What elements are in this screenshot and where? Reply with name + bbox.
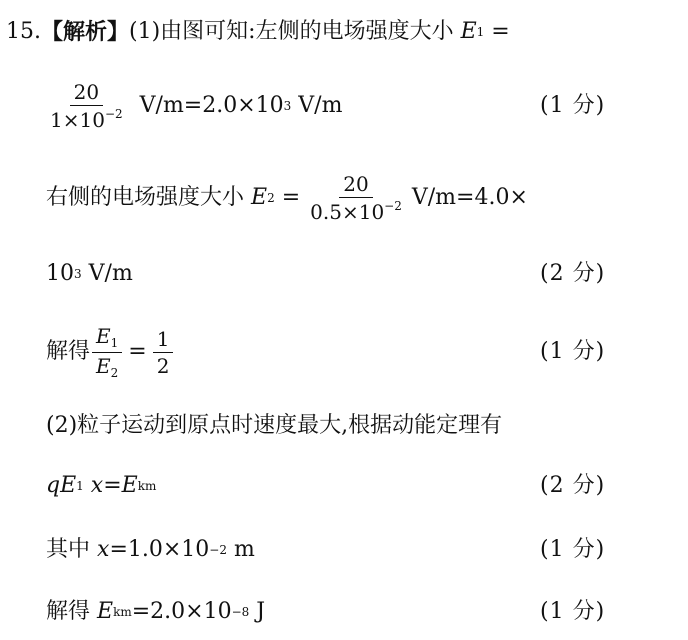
fraction-e1-den-exp: −2 bbox=[104, 107, 123, 121]
line-3-content bbox=[46, 172, 528, 224]
right-field-text: 右侧的电场强度大小 bbox=[46, 185, 245, 210]
line-7 bbox=[0, 464, 688, 508]
line-2 bbox=[0, 80, 688, 132]
final-exp: −8 bbox=[231, 605, 250, 619]
line-6-content bbox=[46, 404, 502, 448]
part2-text: (2)粒子运动到原点时速度最大,根据动能定理有 bbox=[46, 413, 503, 438]
fraction-e2-den-exp: −2 bbox=[384, 199, 402, 213]
fraction-e1-numerator: 20 bbox=[70, 80, 103, 106]
line-2-content bbox=[46, 80, 343, 132]
part1-intro: (1)由图可知:左侧的电场强度大小 bbox=[129, 19, 454, 44]
line3-tail: V/m=4.0× bbox=[411, 185, 528, 210]
eq-x: x bbox=[90, 473, 104, 498]
ratio-numerator bbox=[92, 324, 122, 352]
e2-symbol: E bbox=[251, 185, 268, 210]
line4-unit: V/m bbox=[88, 261, 133, 286]
line2-result-b: V/m bbox=[298, 93, 343, 118]
line-9 bbox=[0, 590, 688, 634]
line2-result-a: V/m=2.0×10 bbox=[139, 93, 284, 118]
where-label: 其中 bbox=[46, 537, 91, 562]
where-unit: m bbox=[234, 537, 255, 562]
score-line-7: (2 分) bbox=[540, 473, 606, 498]
eq-qE: qE bbox=[46, 473, 77, 498]
ratio-value-fraction bbox=[153, 327, 174, 378]
where-exp: −2 bbox=[209, 543, 227, 557]
equals-sign: = bbox=[491, 19, 510, 44]
ratio-den-sub: 2 bbox=[110, 365, 119, 380]
ratio-label: 解得 bbox=[46, 339, 91, 364]
line-1 bbox=[0, 10, 688, 54]
ratio-fraction bbox=[92, 324, 122, 380]
ratio-num-sym: E bbox=[96, 324, 111, 349]
line-8-content bbox=[46, 528, 255, 572]
line-4 bbox=[0, 252, 688, 296]
line-9-content bbox=[46, 590, 265, 634]
final-unit: J bbox=[256, 599, 266, 624]
score-line-5: (1 分) bbox=[540, 339, 606, 364]
equals-sign-3: = bbox=[128, 339, 147, 364]
line-7-content bbox=[46, 464, 156, 508]
equals-sign-2: = bbox=[281, 185, 301, 210]
final-E: E bbox=[97, 599, 114, 624]
fraction-e1-denominator bbox=[46, 106, 127, 132]
line-8 bbox=[0, 528, 688, 572]
analysis-tag: 【解析】 bbox=[41, 19, 130, 45]
line-1-content bbox=[6, 10, 510, 54]
line-5 bbox=[0, 324, 688, 380]
score-line-2: (1 分) bbox=[540, 93, 606, 118]
line-4-content bbox=[46, 252, 133, 296]
ratio-den-sym: E bbox=[96, 353, 111, 378]
ratio-value-den: 2 bbox=[156, 353, 170, 378]
final-value: =2.0×10 bbox=[131, 599, 232, 624]
e1-sub: 1 bbox=[476, 25, 485, 39]
where-x: x bbox=[97, 537, 110, 562]
fraction-e1-den-base: 1×10 bbox=[50, 108, 105, 132]
ratio-denominator bbox=[92, 353, 122, 380]
fraction-e2-den-base: 0.5×10 bbox=[310, 200, 385, 224]
score-line-4: (2 分) bbox=[540, 261, 606, 286]
line-5-content bbox=[46, 324, 179, 380]
eq-Ek-sub: km bbox=[137, 479, 157, 493]
line-3 bbox=[0, 172, 688, 224]
fraction-e1 bbox=[46, 80, 127, 132]
score-line-9: (1 分) bbox=[540, 599, 606, 624]
line4-base: 10 bbox=[46, 261, 74, 286]
score-line-8: (1 分) bbox=[540, 537, 606, 562]
eq-Ek: E bbox=[121, 473, 138, 498]
fraction-e2 bbox=[306, 172, 406, 224]
line-6 bbox=[0, 404, 688, 448]
eq-qE-sub: 1 bbox=[76, 479, 84, 493]
e2-sub: 2 bbox=[267, 191, 275, 205]
fraction-e2-numerator: 20 bbox=[339, 172, 372, 198]
ratio-value-num: 1 bbox=[153, 327, 174, 353]
line2-exp: 3 bbox=[283, 99, 292, 113]
fraction-e2-denominator bbox=[306, 198, 406, 224]
eq-equals: = bbox=[103, 473, 122, 498]
question-number: 15. bbox=[6, 19, 41, 44]
e1-symbol: E bbox=[460, 19, 477, 44]
final-sub: km bbox=[113, 605, 132, 619]
final-label: 解得 bbox=[46, 599, 91, 624]
ratio-num-sub: 1 bbox=[110, 336, 119, 351]
line4-exp: 3 bbox=[74, 267, 82, 281]
where-value: =1.0×10 bbox=[109, 537, 210, 562]
